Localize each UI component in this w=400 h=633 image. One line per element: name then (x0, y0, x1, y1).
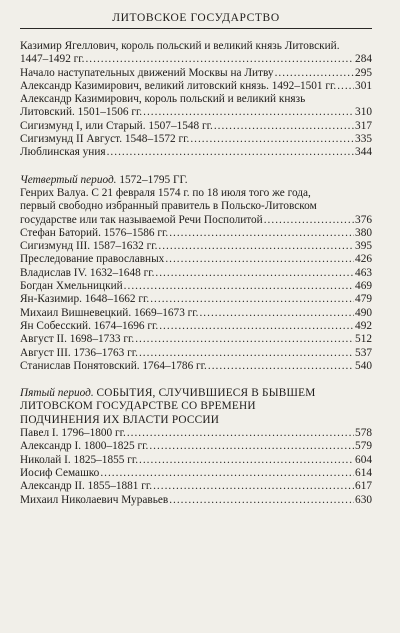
toc-page-number: 344 (355, 146, 372, 159)
toc-page-number: 578 (355, 427, 372, 440)
dot-leader (199, 307, 354, 320)
period-4-title: 1572–1795 ГГ. (119, 173, 188, 186)
dot-leader (153, 480, 354, 493)
period-5-title-line: ПОДЧИНЕНИЯ ИХ ВЛАСТИ РОССИИ (20, 413, 220, 426)
toc-entry-title: Михаил Николаевич Муравьев (20, 493, 169, 506)
toc-entry (20, 240, 372, 253)
toc-entry-title: Сигизмунд III. 1587–1632 гг. (20, 240, 158, 253)
toc-entry (20, 467, 372, 480)
toc-entry-title: Люблинская уния (20, 146, 106, 159)
toc-entry-title: Август III. 1736–1763 гг. (20, 346, 138, 359)
dot-leader (155, 267, 354, 280)
dot-leader (190, 133, 354, 146)
dot-leader (159, 320, 354, 333)
toc-page-number: 604 (355, 453, 372, 466)
period-5-title-line: СОБЫТИЯ, СЛУЧИВШИЕСЯ В БЫВШЕМ (96, 387, 316, 400)
toc-entry (20, 480, 372, 493)
toc-page-number: 540 (355, 359, 372, 372)
period-4-heading (20, 174, 372, 187)
toc-entry (20, 293, 372, 306)
toc-entry (20, 454, 372, 467)
toc-page-number: 310 (355, 106, 372, 119)
dot-leader (214, 120, 354, 133)
dot-leader (139, 454, 354, 467)
dot-leader (143, 106, 354, 119)
toc-page-number: 426 (355, 253, 372, 266)
toc-page-number: 537 (355, 346, 372, 359)
toc-entry (20, 253, 372, 266)
dot-leader (169, 494, 354, 507)
toc-entry-title: Сигизмунд I, или Старый. 1507–1548 гг. (20, 119, 213, 132)
toc-entry (20, 67, 372, 80)
toc-page-number: 479 (355, 293, 372, 306)
toc-page-number: 335 (355, 133, 372, 146)
period-4-entries (20, 187, 372, 373)
toc-entry-title: Ян Собесский. 1674–1696 гг. (20, 319, 159, 332)
toc-entry (20, 267, 372, 280)
dot-leader (107, 146, 354, 159)
dot-leader (165, 253, 354, 266)
toc-entry-title: Сигизмунд II Август. 1548–1572 гг. (20, 133, 190, 146)
period-5-title-line: ЛИТОВСКОМ ГОСУДАРСТВЕ СО ВРЕМЕНИ (20, 400, 256, 413)
toc-entry-title: Николай I. 1825–1855 гг. (20, 453, 139, 466)
toc-page-number: 490 (355, 306, 372, 319)
toc-entry (20, 440, 372, 453)
toc-entry (20, 320, 372, 333)
toc-entry-title: первый свободно избранный правитель в Польско-Литовском (20, 200, 317, 213)
toc-entry-title: Казимир Ягеллович, король польский и великий князь Литовский. (20, 40, 340, 52)
period-5-entries (20, 427, 372, 507)
toc-entry (20, 80, 372, 93)
dot-leader (139, 347, 354, 360)
toc-entry-title: Генрих Валуа. С 21 февраля 1574 г. по 18 июля того же года, (20, 186, 311, 199)
period-5-label: Пятый период. (20, 387, 94, 400)
dot-leader (337, 80, 354, 93)
toc-page-number: 395 (355, 240, 372, 253)
toc-entry (20, 146, 372, 159)
toc-entry (20, 40, 372, 67)
toc-entry-title: Павел I. 1796–1800 гг. (20, 427, 126, 440)
toc-page-number: 617 (355, 480, 372, 493)
toc-entry-title: Александр Казимирович, король польский и великий князь (20, 93, 306, 106)
toc-page-number: 463 (355, 266, 372, 279)
toc-entry (20, 307, 372, 320)
toc-page-number: 380 (355, 226, 372, 239)
table-of-contents (20, 40, 372, 521)
dot-leader (275, 67, 354, 80)
toc-page-number: 630 (355, 493, 372, 506)
toc-entry (20, 227, 372, 240)
toc-section-period-5 (20, 387, 372, 507)
toc-entry-title: Александр I. 1800–1825 гг. (20, 440, 149, 453)
toc-entry-title: Начало наступательных движений Москвы на Литву (20, 66, 274, 79)
toc-entry (20, 187, 372, 227)
toc-page-number: 284 (355, 53, 372, 66)
toc-entry-title: Михаил Вишневецкий. 1669–1673 гг. (20, 306, 199, 319)
toc-page-number: 295 (355, 66, 372, 79)
toc-entry-title: Иосиф Семашко (20, 466, 100, 479)
period-5-heading (20, 387, 372, 427)
toc-entry (20, 280, 372, 293)
toc-entry (20, 120, 372, 133)
toc-entry (20, 494, 372, 507)
toc-page-number: 376 (355, 213, 372, 226)
toc-entry-title: Литовский. 1501–1506 гг. (20, 106, 143, 119)
dot-leader (124, 280, 354, 293)
toc-entry-title: государстве или так называемой Речи Посполитой (20, 213, 263, 226)
toc-entry (20, 427, 372, 440)
dot-leader (127, 427, 354, 440)
dot-leader (135, 333, 354, 346)
toc-page-number: 512 (355, 333, 372, 346)
toc-page-number: 469 (355, 280, 372, 293)
toc-entry (20, 333, 372, 346)
dot-leader (85, 53, 354, 66)
running-head: ЛИТОВСКОЕ ГОСУДАРСТВО (112, 12, 280, 24)
toc-entry-title: Владислав IV. 1632–1648 гг. (20, 266, 155, 279)
toc-entry-title: Преследование православных (20, 253, 165, 266)
toc-entry-title: Станислав Понятовский. 1764–1786 гг. (20, 359, 207, 372)
toc-page-number: 579 (355, 440, 372, 453)
dot-leader (264, 214, 354, 227)
toc-entry (20, 360, 372, 373)
dot-leader (208, 360, 354, 373)
toc-entry (20, 133, 372, 146)
toc-entry-title: Стефан Баторий. 1576–1586 гг. (20, 226, 169, 239)
toc-page-number: 317 (355, 119, 372, 132)
dot-leader (100, 467, 354, 480)
toc-section-period-4 (20, 174, 372, 373)
period-4-label: Четвертый период. (20, 173, 117, 186)
header-rule (20, 28, 372, 29)
toc-entry-title: Август II. 1698–1733 гг. (20, 333, 135, 346)
toc-entry-title: Александр Казимирович, великий литовский князь. 1492–1501 гг. (20, 79, 337, 92)
dot-leader (169, 227, 354, 240)
toc-page-number: 614 (355, 466, 372, 479)
dot-leader (149, 440, 354, 453)
dot-leader (150, 293, 354, 306)
toc-entry (20, 347, 372, 360)
toc-entry-title: Александр II. 1855–1881 гг. (20, 480, 153, 493)
dot-leader (158, 240, 354, 253)
toc-entry (20, 93, 372, 120)
toc-entry-title: Богдан Хмельницкий (20, 280, 123, 293)
toc-page-number: 492 (355, 319, 372, 332)
toc-entry-title: Ян-Казимир. 1648–1662 гг. (20, 293, 150, 306)
toc-entry-title: 1447–1492 гг. (20, 53, 85, 66)
toc-section-continued (20, 40, 372, 160)
toc-page-number: 301 (355, 79, 372, 92)
